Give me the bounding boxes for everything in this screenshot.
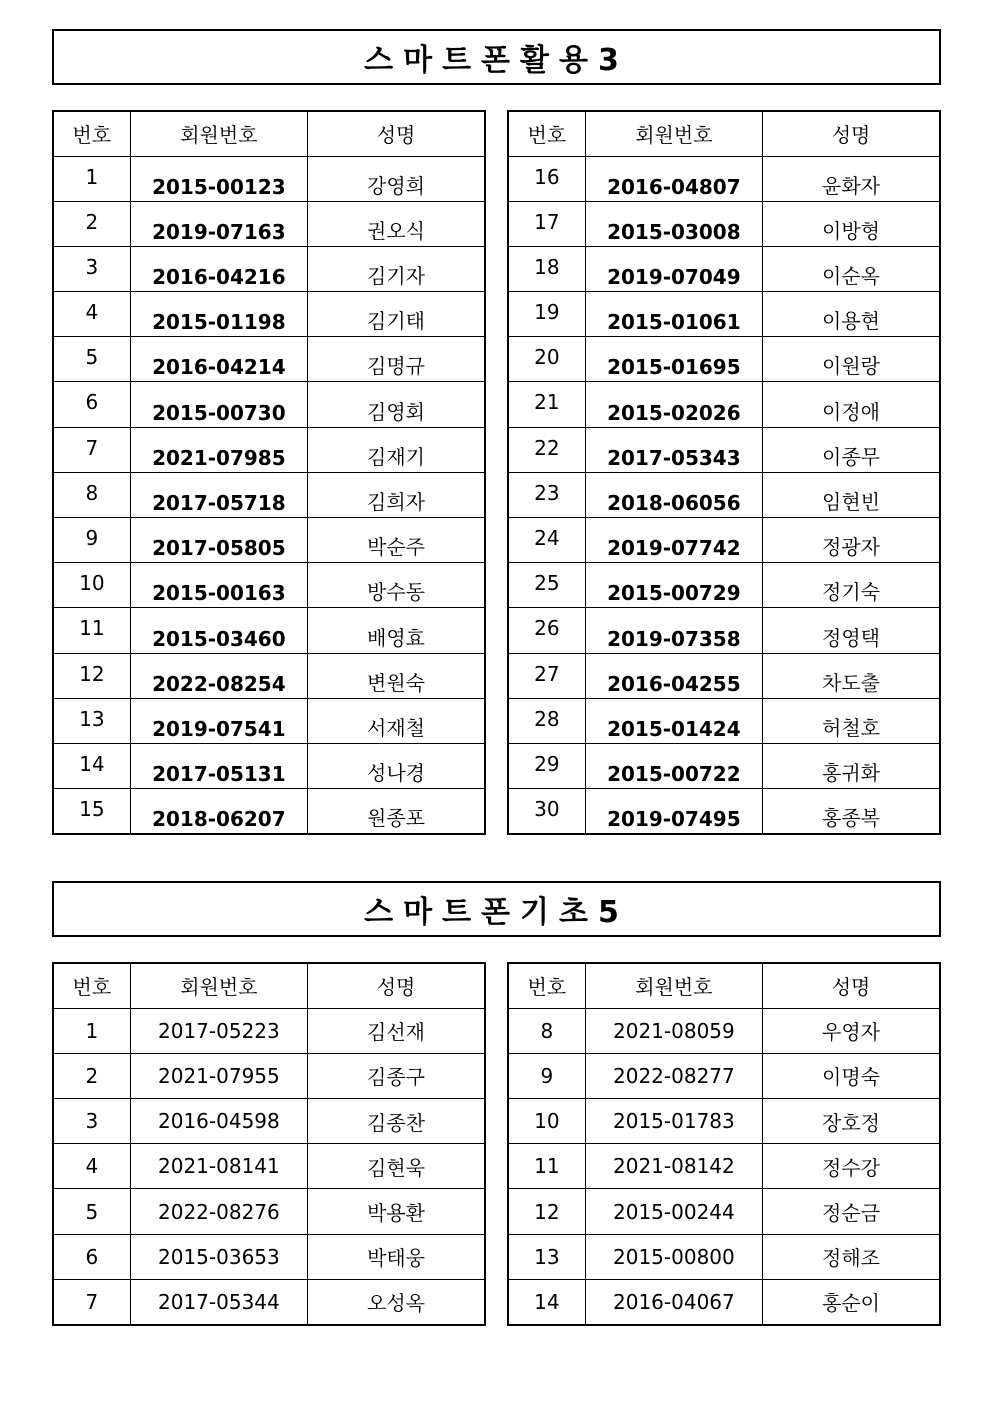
table-row — [508, 653, 940, 698]
table-row — [53, 518, 485, 563]
member-name-cell: 이명숙 — [763, 1053, 940, 1098]
row-number: 19 — [508, 292, 585, 337]
member-name-cell: 박용환 — [308, 1189, 485, 1234]
member-name-cell: 윤화자 — [763, 156, 940, 201]
member-id-cell: 2015-02026 — [585, 382, 762, 427]
member-name-cell: 임현빈 — [763, 472, 940, 517]
row-number: 12 — [53, 653, 130, 698]
row-number: 25 — [508, 563, 585, 608]
member-id-cell: 2019-07541 — [130, 698, 307, 743]
row-number: 7 — [53, 1279, 130, 1324]
member-id-cell: 2018-06207 — [130, 789, 307, 834]
member-id-cell: 2015-01783 — [585, 1099, 762, 1144]
table-row — [508, 337, 940, 382]
table-row — [53, 1279, 485, 1324]
roster-tables — [52, 110, 941, 835]
table-header-row — [53, 111, 485, 156]
header-no: 번호 — [508, 111, 585, 156]
member-name-cell: 이종무 — [763, 427, 940, 472]
row-number: 8 — [508, 1008, 585, 1053]
table-row — [53, 653, 485, 698]
row-number: 4 — [53, 1144, 130, 1189]
table-row — [508, 201, 940, 246]
row-number: 15 — [53, 789, 130, 834]
member-name-cell: 원종포 — [308, 789, 485, 834]
member-name-cell: 성나경 — [308, 743, 485, 788]
table-row — [508, 698, 940, 743]
member-name-cell: 이순옥 — [763, 246, 940, 291]
row-number: 8 — [53, 472, 130, 517]
row-number: 14 — [508, 1279, 585, 1324]
member-name-cell: 방수동 — [308, 563, 485, 608]
table-row — [53, 382, 485, 427]
table-row — [53, 1008, 485, 1053]
header-no: 번호 — [53, 111, 130, 156]
row-number: 3 — [53, 1099, 130, 1144]
member-name-cell: 허철호 — [763, 698, 940, 743]
row-number: 9 — [53, 518, 130, 563]
member-id-cell: 2015-01061 — [585, 292, 762, 337]
member-id-cell: 2015-00722 — [585, 743, 762, 788]
header-name: 성명 — [763, 963, 940, 1008]
member-name-cell: 김기태 — [308, 292, 485, 337]
roster-table-right — [507, 110, 941, 835]
member-id-cell: 2015-03653 — [130, 1234, 307, 1279]
row-number: 4 — [53, 292, 130, 337]
member-id-cell: 2019-07049 — [585, 246, 762, 291]
table-row — [53, 1189, 485, 1234]
member-name-cell: 김현욱 — [308, 1144, 485, 1189]
table-row — [508, 563, 940, 608]
member-name-cell: 김명규 — [308, 337, 485, 382]
table-row — [53, 1099, 485, 1144]
member-id-cell: 2015-00729 — [585, 563, 762, 608]
table-row — [508, 1099, 940, 1144]
row-number: 29 — [508, 743, 585, 788]
table-row — [508, 246, 940, 291]
roster-table-right — [507, 962, 941, 1326]
table-row — [508, 1053, 940, 1098]
table-row — [508, 1189, 940, 1234]
member-id-cell: 2016-04255 — [585, 653, 762, 698]
row-number: 11 — [53, 608, 130, 653]
table-row — [53, 472, 485, 517]
table-row — [508, 743, 940, 788]
member-id-cell: 2015-01695 — [585, 337, 762, 382]
member-name-cell: 우영자 — [763, 1008, 940, 1053]
member-id-cell: 2017-05131 — [130, 743, 307, 788]
member-id-cell: 2018-06056 — [585, 472, 762, 517]
member-name-cell: 정해조 — [763, 1234, 940, 1279]
row-number: 12 — [508, 1189, 585, 1234]
member-id-cell: 2017-05805 — [130, 518, 307, 563]
table-row — [53, 743, 485, 788]
member-name-cell: 변원숙 — [308, 653, 485, 698]
table-row — [53, 156, 485, 201]
member-id-cell: 2016-04216 — [130, 246, 307, 291]
member-name-cell: 차도출 — [763, 653, 940, 698]
header-no: 번호 — [508, 963, 585, 1008]
section-smartphone-usage — [52, 29, 941, 831]
table-row — [53, 698, 485, 743]
header-member-id: 회원번호 — [130, 963, 307, 1008]
member-id-cell: 2015-00163 — [130, 563, 307, 608]
member-name-cell: 박순주 — [308, 518, 485, 563]
member-name-cell: 김재기 — [308, 427, 485, 472]
row-number: 9 — [508, 1053, 585, 1098]
member-id-cell: 2015-03008 — [585, 201, 762, 246]
row-number: 1 — [53, 156, 130, 201]
roster-tables — [52, 962, 941, 1326]
table-row — [53, 789, 485, 834]
table-row — [53, 1053, 485, 1098]
section-title: 스마트폰기초5 — [52, 881, 941, 937]
row-number: 5 — [53, 337, 130, 382]
member-id-cell: 2021-08141 — [130, 1144, 307, 1189]
table-row — [508, 1279, 940, 1324]
table-row — [508, 427, 940, 472]
member-name-cell: 권오식 — [308, 201, 485, 246]
row-number: 24 — [508, 518, 585, 563]
row-number: 13 — [53, 698, 130, 743]
table-row — [508, 382, 940, 427]
header-member-id: 회원번호 — [585, 111, 762, 156]
section-smartphone-basics — [52, 881, 941, 1316]
member-id-cell: 2019-07495 — [585, 789, 762, 834]
row-number: 11 — [508, 1144, 585, 1189]
member-name-cell: 이원랑 — [763, 337, 940, 382]
row-number: 6 — [53, 382, 130, 427]
member-name-cell: 이정애 — [763, 382, 940, 427]
table-row — [53, 292, 485, 337]
row-number: 2 — [53, 1053, 130, 1098]
member-name-cell: 오성옥 — [308, 1279, 485, 1324]
member-id-cell: 2017-05223 — [130, 1008, 307, 1053]
member-id-cell: 2017-05344 — [130, 1279, 307, 1324]
table-row — [53, 608, 485, 653]
member-id-cell: 2016-04598 — [130, 1099, 307, 1144]
header-name: 성명 — [763, 111, 940, 156]
member-id-cell: 2015-03460 — [130, 608, 307, 653]
row-number: 1 — [53, 1008, 130, 1053]
table-row — [508, 292, 940, 337]
row-number: 28 — [508, 698, 585, 743]
member-name-cell: 이방형 — [763, 201, 940, 246]
member-id-cell: 2015-00800 — [585, 1234, 762, 1279]
header-no: 번호 — [53, 963, 130, 1008]
row-number: 27 — [508, 653, 585, 698]
table-row — [508, 1234, 940, 1279]
table-row — [53, 246, 485, 291]
member-id-cell: 2021-07955 — [130, 1053, 307, 1098]
member-id-cell: 2019-07163 — [130, 201, 307, 246]
member-id-cell: 2017-05718 — [130, 472, 307, 517]
roster-table-left — [52, 962, 486, 1326]
table-row — [53, 201, 485, 246]
member-name-cell: 김선재 — [308, 1008, 485, 1053]
member-name-cell: 홍종복 — [763, 789, 940, 834]
member-id-cell: 2015-00730 — [130, 382, 307, 427]
header-name: 성명 — [308, 963, 485, 1008]
table-row — [53, 337, 485, 382]
row-number: 23 — [508, 472, 585, 517]
row-number: 17 — [508, 201, 585, 246]
member-id-cell: 2016-04214 — [130, 337, 307, 382]
member-id-cell: 2021-07985 — [130, 427, 307, 472]
member-id-cell: 2015-01198 — [130, 292, 307, 337]
member-name-cell: 서재철 — [308, 698, 485, 743]
member-id-cell: 2021-08059 — [585, 1008, 762, 1053]
member-name-cell: 정순금 — [763, 1189, 940, 1234]
member-id-cell: 2016-04067 — [585, 1279, 762, 1324]
member-id-cell: 2021-08142 — [585, 1144, 762, 1189]
member-name-cell: 정수강 — [763, 1144, 940, 1189]
row-number: 7 — [53, 427, 130, 472]
table-row — [508, 1144, 940, 1189]
table-row — [508, 156, 940, 201]
table-row — [53, 1234, 485, 1279]
member-id-cell: 2022-08254 — [130, 653, 307, 698]
member-id-cell: 2019-07358 — [585, 608, 762, 653]
member-id-cell: 2016-04807 — [585, 156, 762, 201]
table-header-row — [53, 963, 485, 1008]
row-number: 21 — [508, 382, 585, 427]
member-id-cell: 2017-05343 — [585, 427, 762, 472]
roster-table-left — [52, 110, 486, 835]
row-number: 20 — [508, 337, 585, 382]
member-name-cell: 정광자 — [763, 518, 940, 563]
member-name-cell: 박태웅 — [308, 1234, 485, 1279]
member-name-cell: 김기자 — [308, 246, 485, 291]
member-name-cell: 장호정 — [763, 1099, 940, 1144]
member-name-cell: 김희자 — [308, 472, 485, 517]
member-id-cell: 2019-07742 — [585, 518, 762, 563]
member-id-cell: 2022-08277 — [585, 1053, 762, 1098]
member-name-cell: 홍순이 — [763, 1279, 940, 1324]
table-row — [508, 472, 940, 517]
member-name-cell: 정기숙 — [763, 563, 940, 608]
row-number: 5 — [53, 1189, 130, 1234]
row-number: 10 — [508, 1099, 585, 1144]
row-number: 22 — [508, 427, 585, 472]
member-name-cell: 배영효 — [308, 608, 485, 653]
row-number: 2 — [53, 201, 130, 246]
member-name-cell: 정영택 — [763, 608, 940, 653]
table-row — [508, 789, 940, 834]
section-title: 스마트폰활용3 — [52, 29, 941, 85]
member-id-cell: 2015-01424 — [585, 698, 762, 743]
row-number: 16 — [508, 156, 585, 201]
table-row — [508, 608, 940, 653]
member-id-cell: 2015-00123 — [130, 156, 307, 201]
header-name: 성명 — [308, 111, 485, 156]
table-header-row — [508, 963, 940, 1008]
member-name-cell: 이용현 — [763, 292, 940, 337]
table-header-row — [508, 111, 940, 156]
table-row — [53, 1144, 485, 1189]
table-row — [53, 563, 485, 608]
header-member-id: 회원번호 — [585, 963, 762, 1008]
member-name-cell: 홍귀화 — [763, 743, 940, 788]
table-row — [508, 1008, 940, 1053]
row-number: 6 — [53, 1234, 130, 1279]
member-id-cell: 2015-00244 — [585, 1189, 762, 1234]
row-number: 26 — [508, 608, 585, 653]
member-name-cell: 김종찬 — [308, 1099, 485, 1144]
member-name-cell: 강영희 — [308, 156, 485, 201]
table-row — [53, 427, 485, 472]
row-number: 14 — [53, 743, 130, 788]
member-id-cell: 2022-08276 — [130, 1189, 307, 1234]
row-number: 3 — [53, 246, 130, 291]
member-name-cell: 김종구 — [308, 1053, 485, 1098]
member-name-cell: 김영회 — [308, 382, 485, 427]
row-number: 10 — [53, 563, 130, 608]
row-number: 30 — [508, 789, 585, 834]
table-row — [508, 518, 940, 563]
header-member-id: 회원번호 — [130, 111, 307, 156]
row-number: 18 — [508, 246, 585, 291]
row-number: 13 — [508, 1234, 585, 1279]
